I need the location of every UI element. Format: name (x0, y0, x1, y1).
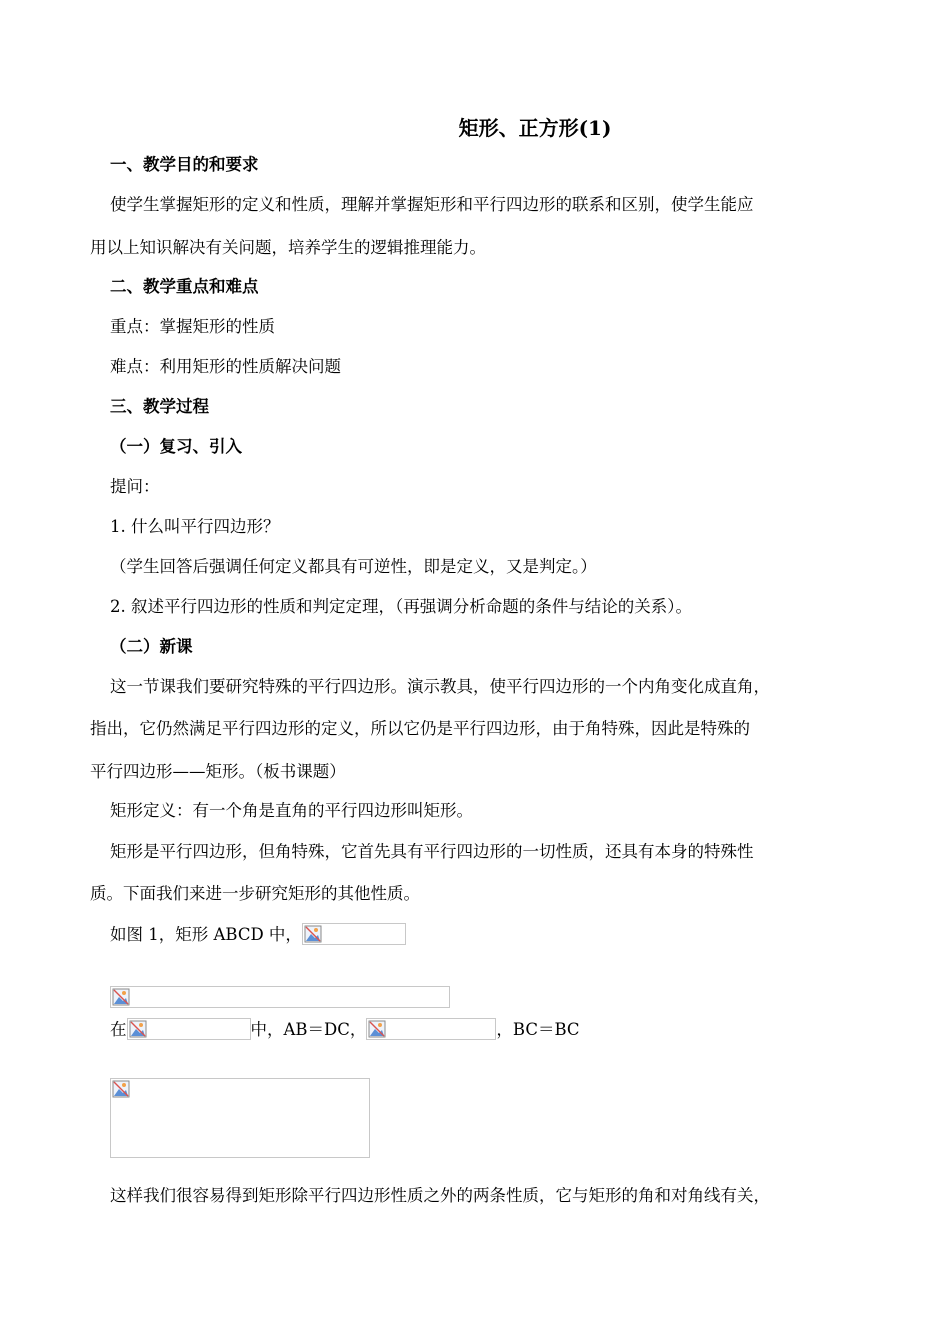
broken-image-icon (112, 1080, 130, 1098)
broken-image-angle (366, 1018, 496, 1040)
broken-image-icon (112, 988, 130, 1006)
section-heading-2: 二、教学重点和难点 (110, 277, 259, 296)
paragraph-line: 平行四边形——矩形。（板书课题） (90, 762, 346, 781)
figure-intro-line (110, 923, 406, 947)
middle-text: 中，AB＝DC， (250, 1020, 367, 1039)
in-text: 在 (110, 1020, 127, 1039)
broken-image-figure (110, 1078, 370, 1158)
broken-image-icon (368, 1020, 386, 1038)
paragraph-line: 矩形是平行四边形，但角特殊，它首先具有平行四边形的一切性质，还具有本身的特殊性 (110, 842, 754, 861)
paragraph-line: 质。下面我们来进一步研究矩形的其他性质。 (90, 884, 420, 903)
broken-image-icon (129, 1020, 147, 1038)
subsection-heading-1: （一）复习、引入 (110, 437, 242, 456)
broken-image-triangle (127, 1018, 251, 1040)
figure-intro-text: 如图 1，矩形 ABCD 中， (110, 925, 302, 944)
subsection-heading-2: （二）新课 (110, 637, 193, 656)
rectangle-definition: 矩形定义：有一个角是直角的平行四边形叫矩形。 (110, 801, 473, 820)
page-title: 矩形、正方形(1) (458, 116, 612, 140)
difficulty-text: 难点：利用矩形的性质解决问题 (110, 357, 341, 376)
broken-image-icon (304, 925, 322, 943)
triangle-congruence-line (110, 1018, 580, 1042)
section-heading-1: 一、教学目的和要求 (110, 155, 259, 174)
paragraph-line: 指出，它仍然满足平行四边形的定义，所以它仍是平行四边形，由于角特殊，因此是特殊的 (90, 719, 750, 738)
paragraph-line: 这一节课我们要研究特殊的平行四边形。演示教具，使平行四边形的一个内角变化成直角， (110, 677, 770, 696)
broken-image-formula (302, 923, 406, 945)
question-1-note: （学生回答后强调任何定义都具有可逆性，即是定义，又是判定。） (110, 557, 597, 576)
paragraph-line: 用以上知识解决有关问题，培养学生的逻辑推理能力。 (90, 238, 486, 257)
paragraph-line: 这样我们很容易得到矩形除平行四边形性质之外的两条性质，它与矩形的角和对角线有关， (110, 1186, 770, 1205)
broken-image-equation (110, 986, 450, 1008)
paragraph-line: 使学生掌握矩形的定义和性质，理解并掌握矩形和平行四边形的联系和区别，使学生能应 (110, 195, 754, 214)
section-heading-3: 三、教学过程 (110, 397, 209, 416)
question-1: 1. 什么叫平行四边形？ (110, 517, 280, 536)
question-2: 2. 叙述平行四边形的性质和判定定理，（再强调分析命题的条件与结论的关系）。 (110, 597, 692, 616)
key-point-text: 重点：掌握矩形的性质 (110, 317, 275, 336)
question-intro: 提问： (110, 477, 160, 496)
end-text: ，BC＝BC (496, 1020, 580, 1039)
